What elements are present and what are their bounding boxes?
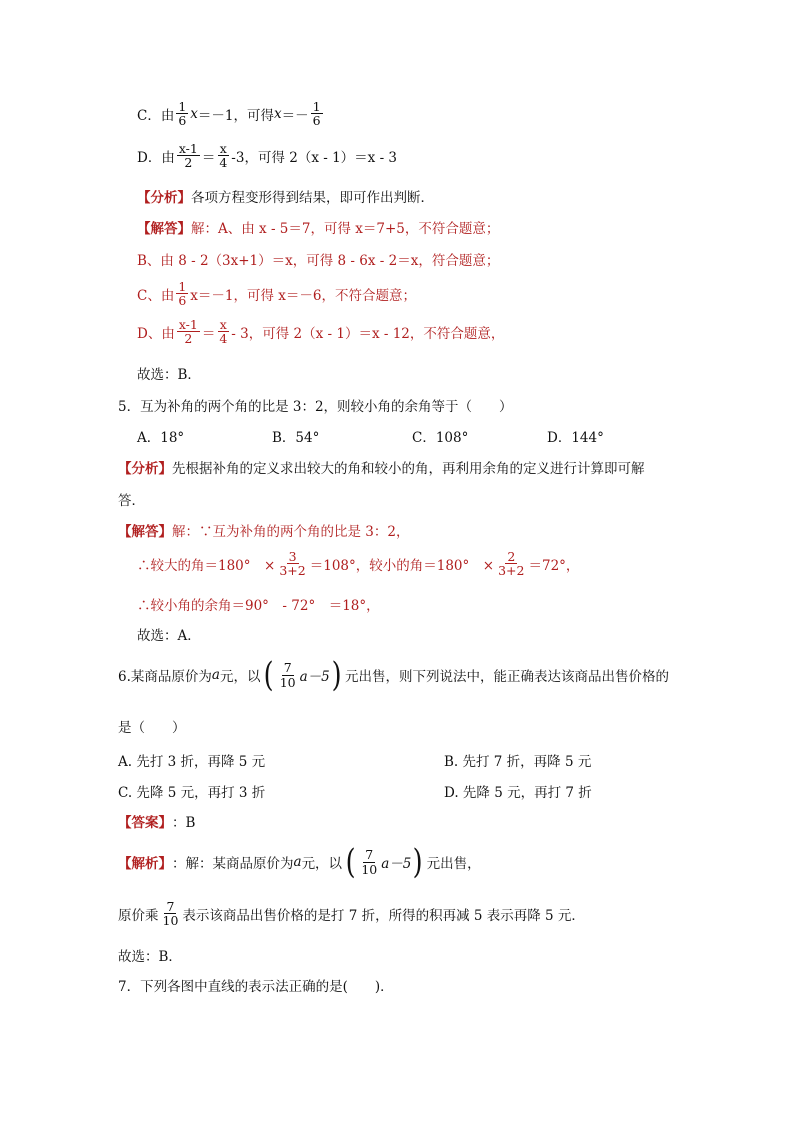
q6-explanation: 【解析】 ：解：某商品原价为 a 元，以 ( $\frac{7}{10}$ a－5 ) 元出售， xyxy=(118,842,481,882)
fraction: $\frac{x}{4}$ xyxy=(219,141,228,171)
fraction: $\frac{3}{3+2}$ xyxy=(279,549,306,579)
q4-conclusion: 故选：B． xyxy=(137,367,201,383)
q4-answer-d: D、由 $\frac{x-1}{2}$ ＝ $\frac{x}{4}$ - 3，可得 2（x - 1）＝x - 12，不符合题意， xyxy=(137,317,505,347)
q5-stem: 5．互为补角的两个角的比是 3：2，则较小角的余角等于（ ） xyxy=(118,399,513,415)
q6-stem: 6.某商品原价为 a 元，以 ( $\frac{7}{10}$ a－5 ) 元出售，则下列说法中，能正确表达该商品出售价格的 xyxy=(118,655,670,695)
q6-stem-cont: 是（ ） xyxy=(118,720,186,736)
answer-tag: 【解答】 xyxy=(118,524,172,540)
q6-answer: 【答案】 ：B xyxy=(118,811,195,831)
q6-option-d: D. 先降 5 元，再打 7 折 xyxy=(444,785,592,801)
fraction: $\frac{x-1}{2}$ xyxy=(178,317,198,347)
answer-tag: 【答案】 xyxy=(118,815,172,831)
option-label: C．由 xyxy=(137,107,175,124)
q5-option-c: C．108° xyxy=(412,430,469,446)
q4-answer-a: 【解答】 解：A、由 x - 5＝7，可得 x＝7+5，不符合题意； xyxy=(137,217,499,237)
fraction: $\frac{x-1}{2}$ xyxy=(178,141,198,171)
q6-conclusion: 故选：B． xyxy=(118,949,182,965)
q6-option-b: B. 先打 7 折，再降 5 元 xyxy=(444,754,592,770)
q5-answer-line3: ∴较小角的余角＝90° - 72° ＝18°， xyxy=(137,598,380,614)
fraction: $\frac{7}{10}$ xyxy=(361,847,378,877)
q6-explanation-line2: 原价乘 $\frac{7}{10}$ 表示该商品出售价格的是打 7 折，所得的积再减 5 表示再降 5 元． xyxy=(118,899,585,929)
q4-answer-b: B、由 8 - 2（3x+1）＝x，可得 8 - 6x - 2＝x，符合题意； xyxy=(137,253,500,269)
answer-tag: 【解答】 xyxy=(137,221,191,237)
expression: ( $\frac{7}{10}$ a－5 ) xyxy=(345,842,423,882)
q6-option-a: A. 先打 3 折，再降 5 元 xyxy=(118,754,266,770)
option-label: D．由 xyxy=(137,149,175,166)
q5-analysis: 【分析】 先根据补角的定义求出较大的角和较小的角，再利用余角的定义进行计算即可解 xyxy=(118,457,645,477)
fraction: $\frac{7}{10}$ xyxy=(162,899,179,929)
expression: ( $\frac{7}{10}$ a－5 ) xyxy=(264,655,342,695)
q5-answer-line2: ∴较大的角＝180° × $\frac{3}{3+2}$ ＝108°，较小的角＝180° × $\frac{2}{3+2}$ ＝72°， xyxy=(137,549,580,579)
explain-tag: 【解析】 xyxy=(118,856,172,872)
fraction: $\frac{x}{4}$ xyxy=(219,317,228,347)
q6-option-c: C. 先降 5 元，再打 3 折 xyxy=(118,785,266,801)
q5-option-a: A．18° xyxy=(137,430,185,446)
q7-stem: 7．下列各图中直线的表示法正确的是( )． xyxy=(118,979,394,995)
q4-option-d: D．由 $\frac{x-1}{2}$ ＝ $\frac{x}{4}$ -3，可得 2（x - 1）＝x - 3 xyxy=(137,141,398,171)
fraction: $\frac{1}{6}$ xyxy=(312,99,321,129)
q5-option-d: D．144° xyxy=(547,430,604,446)
q5-analysis-cont: 答． xyxy=(118,493,145,509)
q5-answer: 【解答】 解：∵互为补角的两个角的比是 3：2， xyxy=(118,520,409,540)
fraction: $\frac{2}{3+2}$ xyxy=(498,549,525,579)
fraction: $\frac{7}{10}$ xyxy=(279,660,296,690)
q4-option-c: C．由 $\frac{1}{6}$ x ＝－1，可得 x ＝－ $\frac{1}{6}$ xyxy=(137,99,321,129)
q5-option-b: B．54° xyxy=(272,430,320,446)
analysis-text: 各项方程变形得到结果，即可作出判断． xyxy=(191,190,434,206)
analysis-tag: 【分析】 xyxy=(137,190,191,206)
q4-answer-c: C、由 $\frac{1}{6}$ x＝－1，可得 x＝－6，不符合题意； xyxy=(137,279,416,309)
q5-conclusion: 故选：A． xyxy=(137,628,201,644)
fraction: $\frac{1}{6}$ xyxy=(178,99,187,129)
analysis-tag: 【分析】 xyxy=(118,461,172,477)
fraction: $\frac{1}{6}$ xyxy=(178,279,187,309)
q4-analysis xyxy=(137,186,434,206)
